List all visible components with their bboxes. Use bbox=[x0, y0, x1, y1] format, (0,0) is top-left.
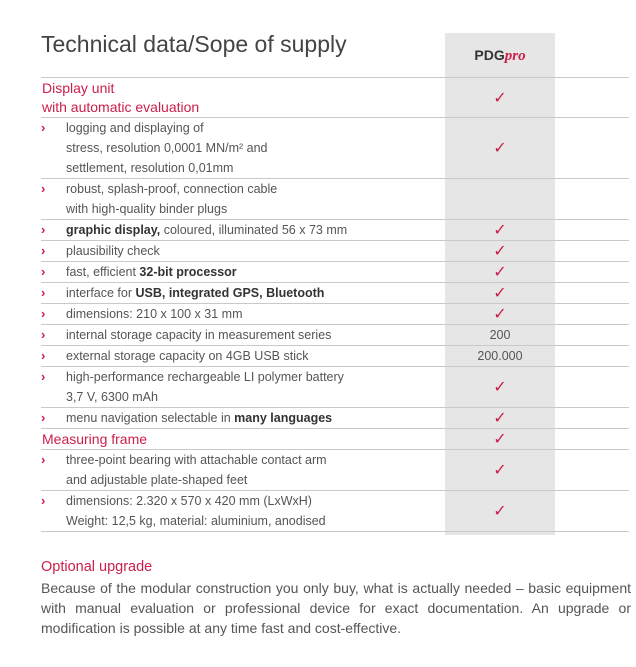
bullet-arrow-icon: › bbox=[41, 327, 46, 342]
bullet-arrow-icon: › bbox=[41, 181, 46, 196]
spec-row bbox=[41, 282, 629, 303]
text-line: dimensions: 2.320 x 570 x 420 mm (LxWxH) bbox=[66, 494, 312, 508]
spec-text bbox=[41, 118, 466, 178]
text-line: and adjustable plate-shaped feet bbox=[66, 473, 248, 487]
text-line: high-performance rechargeable LI polymer battery bbox=[66, 370, 344, 384]
bullet-arrow-icon: › bbox=[41, 452, 46, 467]
check-icon: ✓ bbox=[493, 264, 507, 281]
spec-row bbox=[41, 324, 629, 345]
bullet-arrow-icon: › bbox=[41, 410, 46, 425]
text-line: stress, resolution 0,0001 MN/m² and bbox=[66, 141, 268, 155]
text-line: three-point bearing with attachable contact arm bbox=[66, 453, 327, 467]
section-row bbox=[41, 77, 629, 117]
spec-row bbox=[41, 219, 629, 240]
check-icon: ✓ bbox=[493, 89, 507, 107]
bullet-arrow-icon: › bbox=[41, 285, 46, 300]
bullet-arrow-icon: › bbox=[41, 493, 46, 508]
check-icon: ✓ bbox=[493, 243, 507, 260]
spec-row bbox=[41, 407, 629, 428]
text-line: robust, splash-proof, connection cable bbox=[66, 182, 278, 196]
spec-text bbox=[41, 346, 466, 366]
spec-value bbox=[445, 179, 555, 219]
column-header-pdg-pro bbox=[445, 47, 555, 65]
page-title: Technical data/Sope of supply bbox=[41, 31, 347, 57]
bullet-arrow-icon: › bbox=[41, 222, 46, 237]
bullet-arrow-icon: › bbox=[41, 348, 46, 363]
bold-text: graphic display, bbox=[66, 223, 161, 237]
text-fragment: menu navigation selectable in bbox=[66, 411, 235, 425]
spec-text bbox=[41, 283, 466, 303]
spec-row bbox=[41, 345, 629, 366]
section-label bbox=[41, 78, 442, 117]
text-fragment: fast, efficient bbox=[66, 265, 140, 279]
spec-text bbox=[41, 367, 466, 407]
spec-row bbox=[41, 178, 629, 219]
text-line: Display unit bbox=[42, 80, 115, 96]
upgrade-title: Optional upgrade bbox=[41, 559, 153, 575]
section-label bbox=[41, 429, 442, 449]
check-icon: ✓ bbox=[493, 285, 507, 302]
text-line: dimensions: 210 x 100 x 31 mm bbox=[66, 307, 243, 321]
spec-row bbox=[41, 490, 629, 532]
text-line: plausibility check bbox=[66, 244, 160, 258]
spec-value: 200 bbox=[489, 328, 511, 342]
text-line: external storage capacity on 4GB USB stick bbox=[66, 349, 309, 363]
spec-text bbox=[41, 220, 466, 240]
check-icon: ✓ bbox=[493, 431, 507, 448]
text-line: with high-quality binder plugs bbox=[66, 202, 228, 216]
check-icon: ✓ bbox=[493, 503, 507, 520]
spec-row bbox=[41, 449, 629, 490]
bullet-arrow-icon: › bbox=[41, 264, 46, 279]
bullet-arrow-icon: › bbox=[41, 306, 46, 321]
text-fragment: interface for bbox=[66, 286, 136, 300]
text-fragment: coloured, illuminated 56 x 73 mm bbox=[160, 223, 348, 237]
spec-text bbox=[41, 262, 466, 282]
check-icon: ✓ bbox=[493, 306, 507, 323]
check-icon: ✓ bbox=[493, 410, 507, 427]
bullet-arrow-icon: › bbox=[41, 120, 46, 135]
bold-text: many languages bbox=[234, 411, 333, 425]
column-header-suffix: pro bbox=[504, 48, 526, 64]
text-line: internal storage capacity in measurement series bbox=[66, 328, 332, 342]
upgrade-text: Because of the modular construction you only buy, what is actually needed – basic equipment with manual evaluation or professional device for exact documentation. An upgrade or modification is possible at any time fast and cost-effective. bbox=[41, 580, 631, 636]
spec-row bbox=[41, 240, 629, 261]
spec-text bbox=[41, 241, 466, 261]
text-line bbox=[66, 283, 466, 303]
bold-text: 32-bit processor bbox=[139, 265, 237, 279]
column-header-main: PDG bbox=[474, 47, 505, 63]
bullet-arrow-icon: › bbox=[41, 369, 46, 384]
spec-text bbox=[41, 450, 466, 490]
text-line: Weight: 12,5 kg, material: aluminium, anodised bbox=[66, 514, 326, 528]
bullet-arrow-icon: › bbox=[41, 243, 46, 258]
spec-row bbox=[41, 366, 629, 407]
check-icon: ✓ bbox=[493, 140, 507, 157]
spec-text bbox=[41, 325, 466, 345]
section-row bbox=[41, 428, 629, 449]
text-line: Measuring frame bbox=[42, 431, 148, 447]
text-line bbox=[66, 220, 466, 240]
spec-value: 200.000 bbox=[477, 349, 523, 363]
check-icon: ✓ bbox=[493, 379, 507, 396]
spec-table bbox=[41, 77, 629, 532]
spec-row bbox=[41, 117, 629, 178]
spec-text bbox=[41, 304, 466, 324]
text-line: with automatic evaluation bbox=[42, 99, 200, 115]
check-icon: ✓ bbox=[493, 222, 507, 239]
spec-text bbox=[41, 408, 466, 428]
text-line bbox=[66, 262, 466, 282]
spec-row bbox=[41, 261, 629, 282]
check-icon: ✓ bbox=[493, 462, 507, 479]
spec-text bbox=[41, 179, 466, 219]
spec-text bbox=[41, 491, 466, 531]
bold-text: USB, integrated GPS, Bluetooth bbox=[135, 286, 325, 300]
text-line bbox=[66, 408, 466, 428]
text-line: 3,7 V, 6300 mAh bbox=[66, 390, 158, 404]
spec-row bbox=[41, 303, 629, 324]
text-line: settlement, resolution 0,01mm bbox=[66, 161, 234, 175]
text-line: logging and displaying of bbox=[66, 121, 204, 135]
